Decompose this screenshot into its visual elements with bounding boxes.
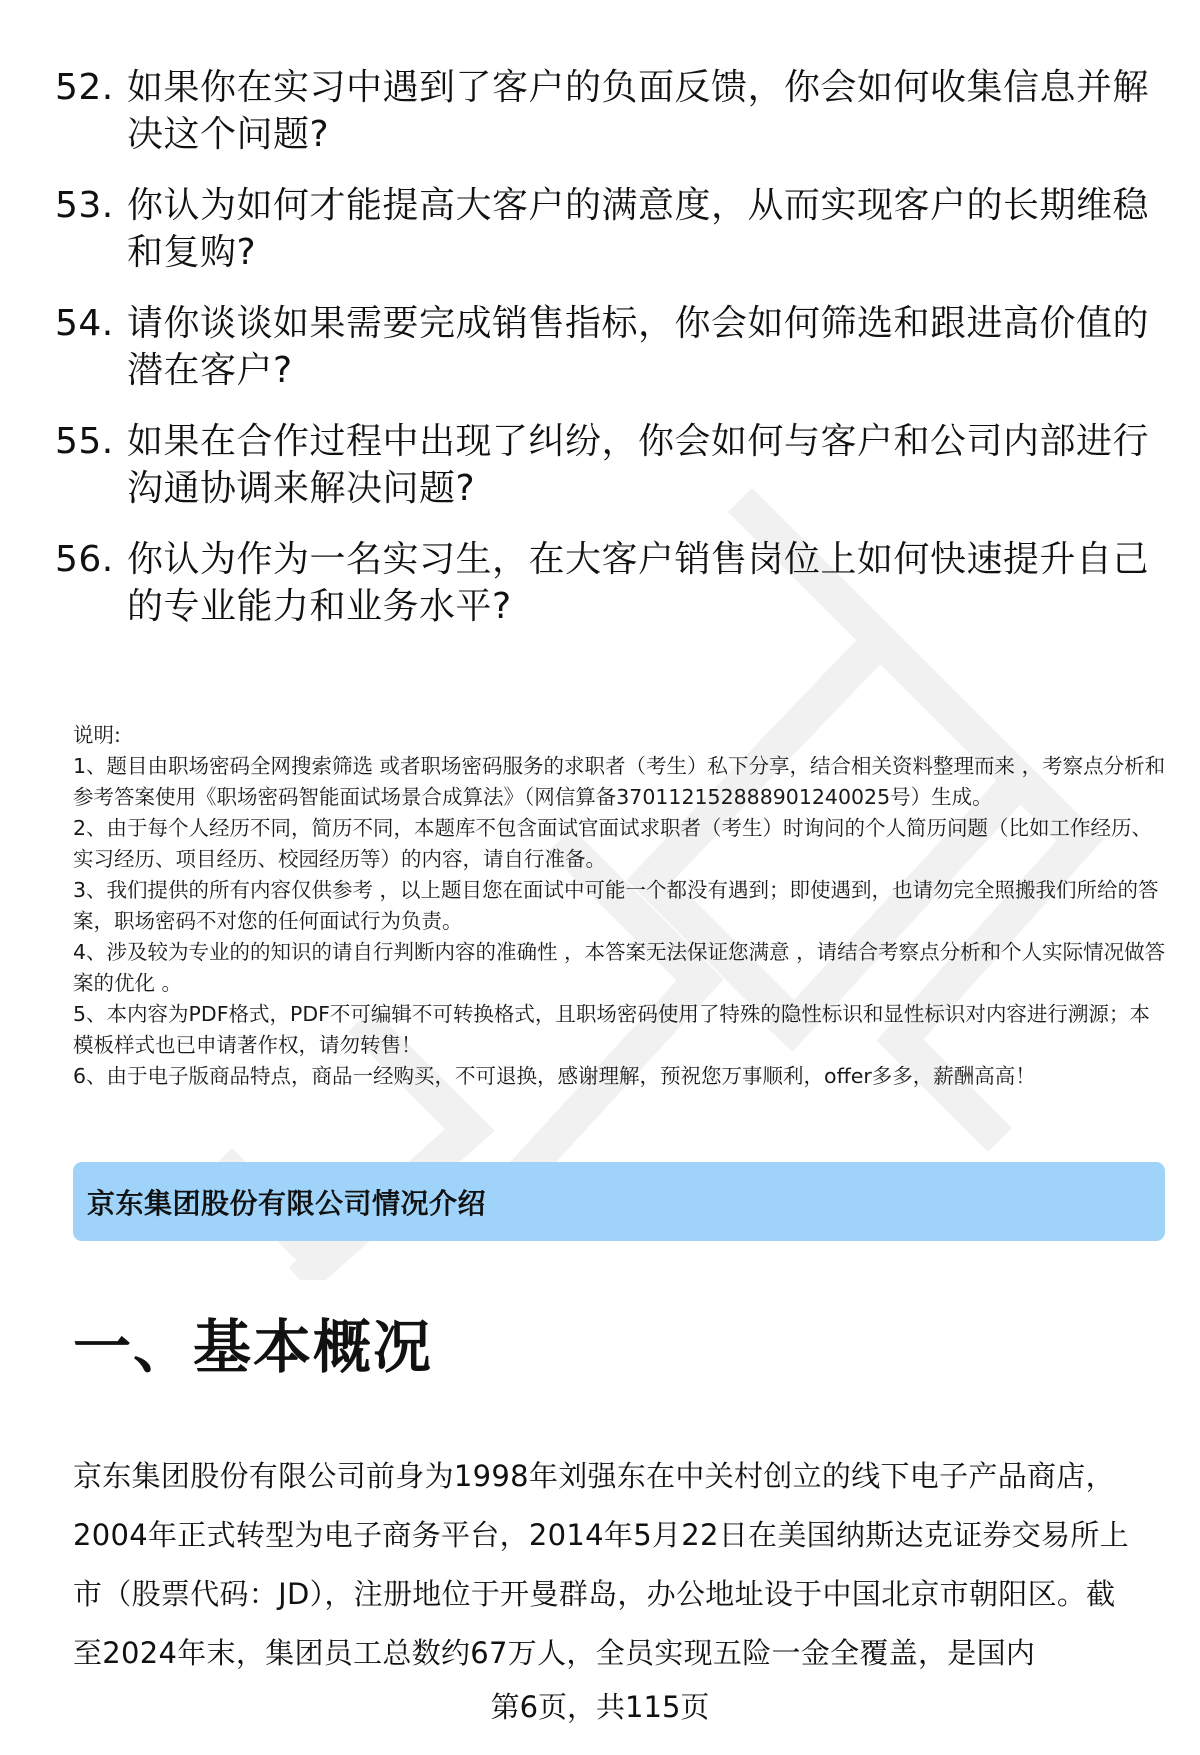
- note-item-3: 3、我们提供的所有内容仅供参考 ，以上题目您在面试中可能一个都没有遇到；即使遇到，也请勿完全照搬我们所给的答案，职场密码不对您的任何面试行为负责。: [73, 878, 1159, 933]
- question-text: 如果在合作过程中出现了纠纷，你会如何与客户和公司内部进行沟通协调来解决问题?: [127, 421, 1150, 509]
- question-item-53: [55, 182, 1155, 276]
- question-item-56: [55, 536, 1155, 630]
- question-text: 你认为如何才能提高大客户的满意度，从而实现客户的长期维稳和复购?: [127, 185, 1150, 273]
- question-number: 56.: [55, 539, 114, 580]
- section-body-text: 京东集团股份有限公司前身为1998年刘强东在中关村创立的线下电子产品商店，2004年正式转型为电子商务平台，2014年5月22日在美国纳斯达克证券交易所上市（股票代码：JD），注册地位于开曼群岛，办公地址设于中国北京市朝阳区。截至2024年末，集团员工总数约67万人，全员实现五险一金全覆盖，是国内: [73, 1459, 1129, 1670]
- question-item-52: [55, 64, 1155, 158]
- note-item-1: 1、题目由职场密码全网搜索筛选 或者职场密码服务的求职者（考生）私下分享，结合相关资料整理而来 ，考察点分析和参考答案使用《职场密码智能面试场景合成算法》（网信算备370112152888901240025号）生成。: [73, 754, 1166, 809]
- company-intro-banner: [73, 1162, 1165, 1241]
- note-item-6: 6、由于电子版商品特点，商品一经购买，不可退换，感谢理解，预祝您万事顺利，offer多多，薪酬高高！: [73, 1064, 1036, 1088]
- question-number: 53.: [55, 185, 114, 226]
- question-item-55: [55, 418, 1155, 512]
- note-item-4: 4、涉及较为专业的的知识的请自行判断内容的准确性 ，本答案无法保证您满意 ，请结合考察点分析和个人实际情况做答案的优化 。: [73, 940, 1166, 995]
- question-text: 请你谈谈如果需要完成销售指标，你会如何筛选和跟进高价值的潜在客户?: [127, 303, 1150, 391]
- question-text: 你认为作为一名实习生，在大客户销售岗位上如何快速提升自己的专业能力和业务水平?: [127, 539, 1150, 627]
- note-item-5: 5、本内容为PDF格式，PDF不可编辑不可转换格式，且职场密码使用了特殊的隐性标识和显性标识对内容进行溯源；本模板样式也已申请著作权，请勿转售！: [73, 1002, 1150, 1057]
- banner-title: 京东集团股份有限公司情况介绍: [87, 1186, 487, 1220]
- disclaimer-notes: [73, 720, 1168, 1092]
- question-number: 54.: [55, 303, 114, 344]
- question-item-54: [55, 300, 1155, 394]
- note-item-2: 2、由于每个人经历不同，简历不同，本题库不包含面试官面试求职者（考生）时询问的个人简历问题（比如工作经历、实习经历、项目经历、校园经历等）的内容，请自行准备。: [73, 816, 1153, 871]
- page-indicator: 第6页，共115页: [490, 1690, 710, 1724]
- section-heading: 一、基本概况: [73, 1313, 434, 1381]
- question-number: 52.: [55, 67, 114, 108]
- question-text: 如果你在实习中遇到了客户的负面反馈，你会如何收集信息并解决这个问题?: [127, 67, 1150, 155]
- question-number: 55.: [55, 421, 114, 462]
- notes-title: 说明:: [73, 723, 121, 747]
